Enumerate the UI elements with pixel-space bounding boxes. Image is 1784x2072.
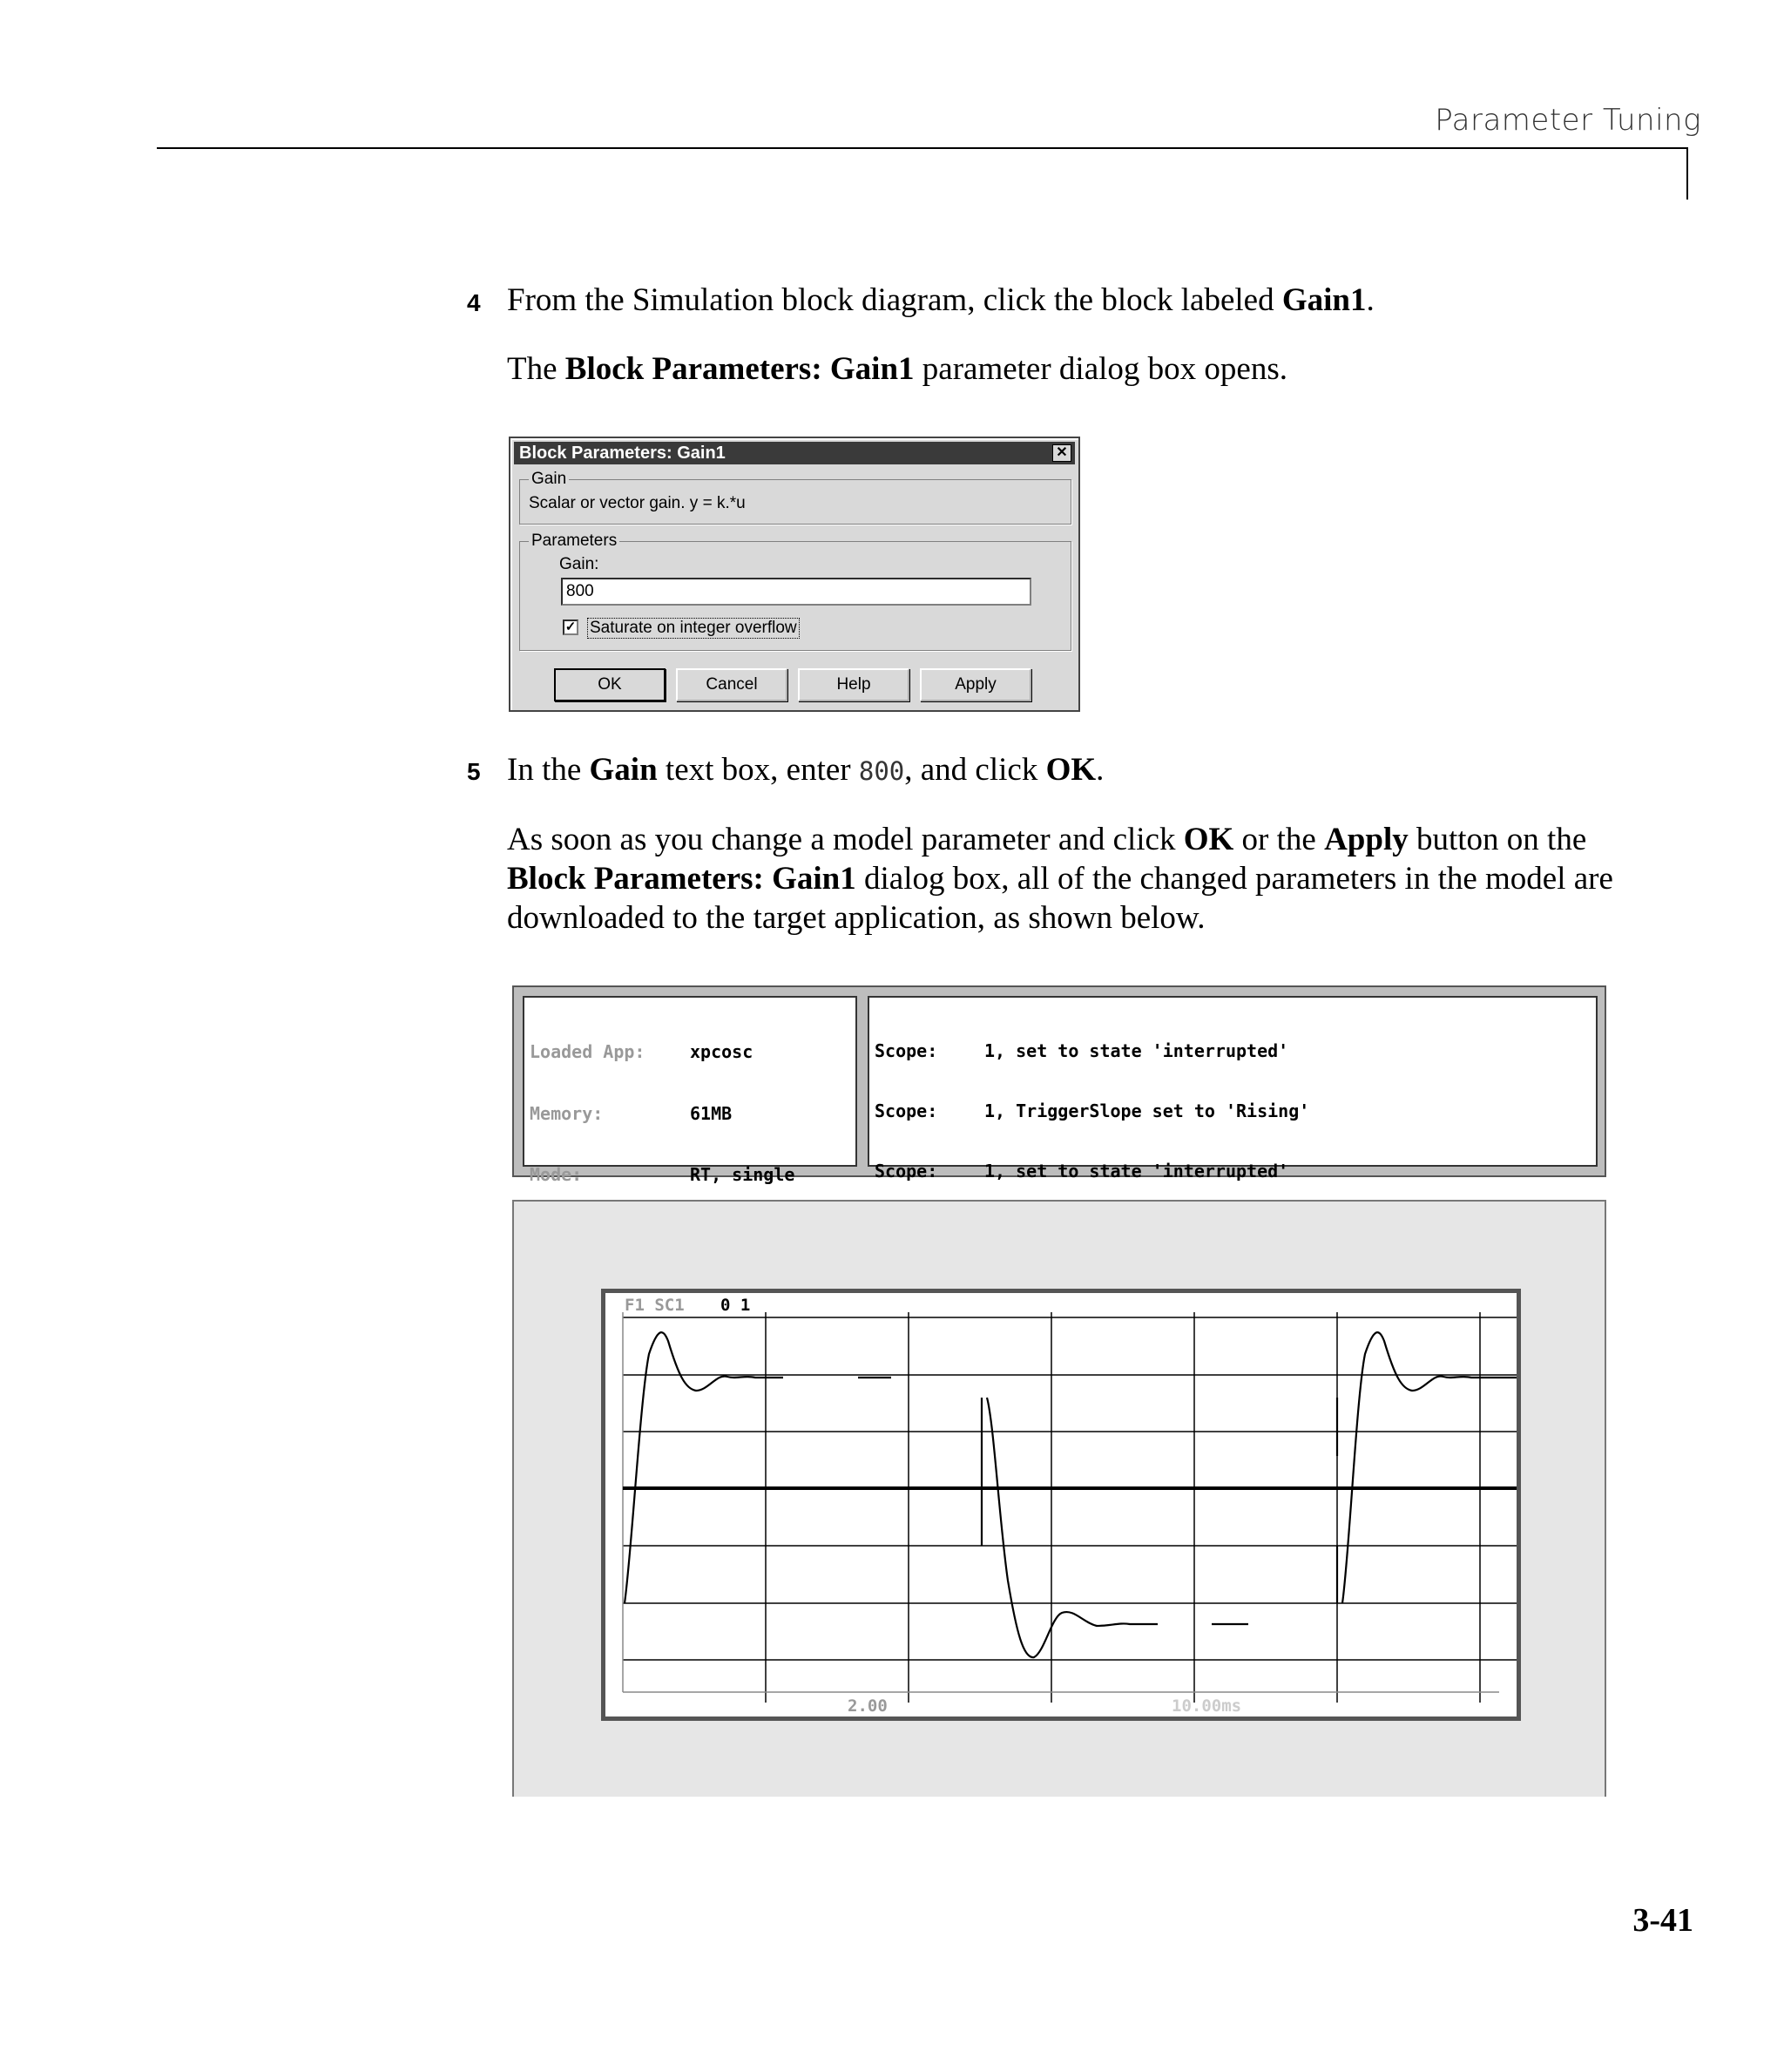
step-5-text [507,750,1104,791]
target-console [512,985,1606,1185]
target-log-panel [868,996,1598,1182]
step-5-followup-b3: Block Parameters: Gain1 [507,861,856,897]
step-5-followup-b2: Apply [1324,822,1409,857]
scope-svg [605,1293,1517,1717]
help-button[interactable]: Help [798,668,909,701]
step-5-followup-t4: dialog box, all of the changed parameters in the model are downloaded to the target application, as shown below. [507,861,1613,936]
x-tick-label: 2.00 [848,1696,888,1716]
step-4-text-before: From the Simulation block diagram, click the block labeled [507,282,1282,318]
info-value: RT, single [690,1164,795,1185]
info-row [530,1042,850,1063]
saturate-checkbox[interactable]: ✓ [563,620,578,635]
log-row [875,1042,1591,1061]
info-value: xpcosc [690,1041,753,1062]
log-row [875,1102,1591,1121]
gain-field-label: Gain: [559,555,599,573]
step-5-followup-t2: or the [1233,822,1325,857]
info-key: Loaded App: [530,1041,645,1062]
step-5-t2: text box, enter [657,752,859,788]
block-parameters-dialog [509,437,1080,712]
log-source: Scope: [875,1160,938,1182]
header-rule-tick [1686,147,1688,200]
dialog-title-bar [514,442,1075,464]
log-source: Scope: [875,1100,938,1121]
header-rule [157,147,1688,149]
signal-0-trace [625,1332,1517,1657]
step-4-text-after: . [1366,282,1375,318]
step-5-b1: Gain [589,752,658,788]
log-source: Scope: [875,1040,938,1061]
step-5-followup-t1: As soon as you change a model parameter and click [507,822,1184,857]
step-4-followup-after: parameter dialog box opens. [914,351,1287,387]
step-5-t1: In the [507,752,590,788]
step-4-number: 4 [467,289,481,316]
step-5-followup [507,820,1631,938]
ok-button[interactable]: OK [554,668,666,701]
scope-label-prefix: F1 SC1 [625,1296,685,1315]
target-info-panel [523,996,857,1185]
step-4-followup-bold: Block Parameters: Gain1 [564,351,915,387]
step-5-b2: OK [1045,752,1097,788]
scope-grid [623,1312,1517,1703]
step-4-followup-before: The [507,351,565,387]
cancel-button[interactable]: Cancel [676,668,787,701]
close-icon[interactable]: ✕ [1052,444,1071,462]
info-row [530,1104,850,1125]
scope-label-signals: 0 1 [720,1296,751,1315]
scope-plot [605,1293,1517,1717]
page-number: 3-41 [1632,1902,1693,1939]
saturate-label[interactable]: Saturate on integer overflow [587,618,800,639]
gain-description: Scalar or vector gain. y = k.*u [529,494,746,512]
info-value: 61MB [690,1102,733,1124]
step-5-t3: , and click [904,752,1046,788]
info-row [530,1165,850,1186]
gain-group-label: Gain [529,470,569,489]
log-row [875,1162,1591,1182]
step-4-text [507,281,1375,320]
info-key: Mode: [530,1164,583,1185]
step-5-t4: . [1096,752,1105,788]
gain-input[interactable]: 800 [561,578,1031,606]
step-4-followup [507,349,1613,389]
log-message: 1, set to state 'interrupted' [984,1160,1289,1182]
step-4-bold: Gain1 [1281,282,1367,318]
log-message: 1, set to state 'interrupted' [984,1040,1289,1061]
parameters-group-label: Parameters [529,532,619,551]
gain-group [519,470,1071,525]
x-tick-label: 10.00ms [1172,1696,1242,1716]
apply-button[interactable]: Apply [920,668,1031,701]
log-message: 1, TriggerSlope set to 'Rising' [984,1100,1310,1121]
step-5-number: 5 [467,758,481,785]
step-5-followup-t3: button on the [1408,822,1587,857]
dialog-title: Block Parameters: Gain1 [519,444,726,463]
info-key: Memory: [530,1102,604,1124]
step-5-followup-b1: OK [1183,822,1234,857]
running-header-title: Parameter Tuning [1435,103,1701,138]
step-5-code: 800 [858,756,905,786]
